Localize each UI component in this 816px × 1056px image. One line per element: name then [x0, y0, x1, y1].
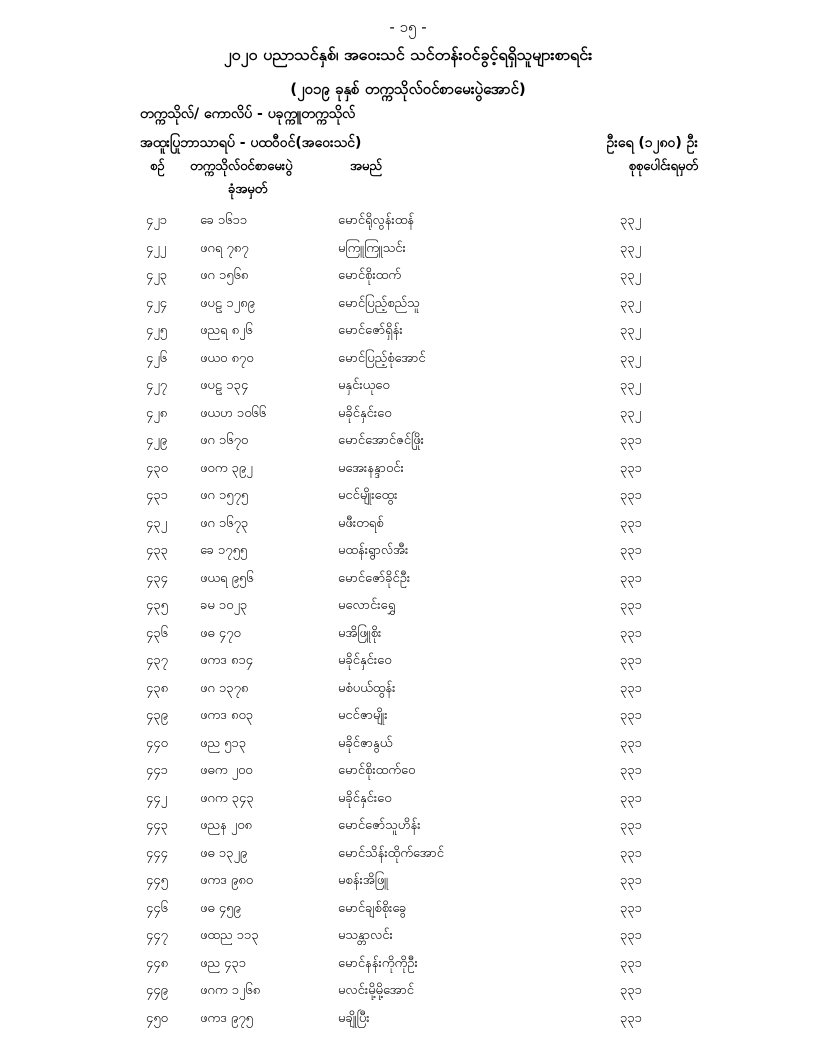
- roll-number-cell: ဖညန ၂၀၈: [200, 818, 252, 833]
- roll-number-cell: ဖဓ ၁၃၂၉: [200, 845, 248, 861]
- table-row: [0, 350, 816, 378]
- table-row: [0, 790, 816, 818]
- name-cell: မလင်းမို့မို့အောင်: [338, 983, 415, 998]
- table-row: [0, 900, 816, 928]
- table-row: [0, 212, 816, 240]
- roll-number-cell: ဖယရ ၉၅၆: [200, 570, 254, 586]
- roll-number-cell: ဖဂ ၁၃၇၈: [200, 680, 249, 696]
- university-line: တက္ကသိုလ်/ ကောလိပ် - ပခုက္ကူတက္ကသိုလ်: [140, 106, 356, 122]
- name-cell: မစံပယ်ထွန်း: [338, 680, 396, 696]
- table-row: [0, 762, 816, 790]
- table-row: [0, 460, 816, 488]
- roll-number-cell: ဖဓ ၄၅၉: [200, 900, 241, 916]
- table-row: [0, 845, 816, 873]
- table-row: [0, 955, 816, 983]
- marks-cell: ၃၃၁: [620, 900, 642, 916]
- header-serial: စဉ်: [150, 159, 165, 174]
- serial-cell: ၄၃၃: [146, 543, 168, 558]
- table-row: [0, 872, 816, 900]
- marks-cell: ၃၃၁: [620, 1010, 642, 1026]
- roll-number-cell: ဖဂက ၃၄၃: [200, 790, 254, 806]
- student-list: [0, 212, 816, 1037]
- serial-cell: ၄၂၄: [146, 295, 168, 311]
- marks-cell: ၃၃၁: [620, 983, 642, 998]
- table-row: [0, 570, 816, 598]
- table-row: [0, 322, 816, 350]
- roll-number-cell: ဖကဒ ၉၈၀: [200, 873, 254, 888]
- serial-cell: ၄၃၇: [146, 653, 168, 668]
- document-subtitle: (၂၀၁၉ ခုနှစ် တက္ကသိုလ်ဝင်စာမေးပွဲအောင်): [290, 80, 526, 98]
- roll-number-cell: ဖဂက ၁၂၆၈: [200, 983, 261, 998]
- serial-cell: ၄၃၉: [146, 708, 168, 723]
- serial-cell: ၄၄၆: [146, 900, 168, 916]
- marks-cell: ၃၃၁: [620, 928, 642, 943]
- header-name: အမည်: [350, 159, 382, 174]
- name-cell: မခိုင်နှင်းဝေ: [338, 790, 392, 806]
- roll-number-cell: ဖပဠ ၁၃၄: [200, 378, 249, 393]
- roll-number-cell: ဖယဟ ၁၀၆၆: [200, 405, 267, 421]
- marks-cell: ၃၃၂: [620, 268, 642, 283]
- marks-cell: ၃၃၁: [620, 818, 642, 833]
- serial-cell: ၄၂၅: [146, 323, 168, 338]
- serial-cell: ၄၃၁: [146, 488, 168, 503]
- name-cell: မောင်ရိုလွန်းထန်: [338, 213, 415, 228]
- table-row: [0, 405, 816, 433]
- name-cell: မဖီးတရစ်: [338, 515, 384, 531]
- marks-cell: ၃၃၁: [620, 515, 642, 531]
- header-roll-number: တက္ကသိုလ်ဝင်စာမေးပွဲ: [190, 159, 293, 174]
- serial-cell: ၄၄၂: [146, 790, 168, 806]
- serial-cell: ၄၂၉: [146, 433, 168, 448]
- roll-number-cell: ဖဂရ ၇၈၇: [200, 240, 249, 256]
- table-row: [0, 680, 816, 708]
- marks-cell: ၃၃၁: [620, 735, 642, 751]
- table-row: [0, 652, 816, 680]
- marks-cell: ၃၃၁: [620, 543, 642, 558]
- roll-number-cell: ဖယဝ ၈၇၀: [200, 350, 254, 366]
- marks-cell: ၃၃၂: [620, 213, 642, 228]
- name-cell: မောင်အောင်ဇင်ဖြိုး: [338, 433, 424, 448]
- table-row: [0, 515, 816, 543]
- roll-number-cell: ဖဂ ၁၆၇၀: [200, 433, 249, 448]
- roll-number-cell: ခမ ၁၀၂၃: [200, 598, 248, 613]
- name-cell: မထန်းရွာလ်အီး: [338, 543, 409, 558]
- table-row: [0, 927, 816, 955]
- serial-cell: ၄၄၇: [146, 928, 168, 943]
- roll-number-cell: ဖဓက ၂၀၀: [200, 763, 253, 778]
- roll-number-cell: ဖဂ ၁၅၇၅: [200, 488, 249, 503]
- marks-cell: ၃၃၁: [620, 845, 642, 861]
- name-cell: မောင်ဇော်သူဟိန်း: [338, 818, 421, 833]
- name-cell: မအေးနန္ဒာဝင်း: [338, 460, 404, 476]
- table-row: [0, 707, 816, 735]
- roll-number-cell: ခေ ၁၆၁၁: [200, 213, 248, 228]
- serial-cell: ၄၅၀: [146, 1010, 168, 1026]
- marks-cell: ၃၃၁: [620, 653, 642, 668]
- marks-cell: ၃၃၁: [620, 433, 642, 448]
- marks-cell: ၃၃၁: [620, 680, 642, 696]
- roll-number-cell: ဖကဒ ၈၀၃: [200, 708, 254, 723]
- table-row: [0, 597, 816, 625]
- marks-cell: ၃၃၁: [620, 570, 642, 586]
- serial-cell: ၄၄၁: [146, 763, 168, 778]
- department-line: အထူးပြုဘာသာရပ် - ပထဝီဝင်(အဝေးသင်): [140, 135, 362, 151]
- marks-cell: ၃၃၁: [620, 955, 642, 971]
- name-cell: မခိုင်ဇာနွယ်: [338, 735, 393, 751]
- table-row: [0, 817, 816, 845]
- serial-cell: ၄၂၇: [146, 378, 168, 393]
- marks-cell: ၃၃၂: [620, 240, 642, 256]
- serial-cell: ၄၃၄: [146, 570, 168, 586]
- table-row: [0, 625, 816, 653]
- roll-number-cell: ဖည ၄၃၁: [200, 955, 247, 971]
- serial-cell: ၄၃၂: [146, 515, 168, 531]
- marks-cell: ၃၃၁: [620, 625, 642, 641]
- marks-cell: ၃၃၂: [620, 350, 642, 366]
- name-cell: မလောင်းရွှေ: [338, 598, 396, 613]
- serial-cell: ၄၃၈: [146, 680, 169, 696]
- document-title: ၂၀၂၀ ပညာသင်နှစ်၊ အဝေးသင် သင်တန်းဝင်ခွင့်ရရှိသူများစာရင်း: [223, 45, 593, 64]
- marks-cell: ၃၃၂: [620, 378, 642, 393]
- table-row: [0, 982, 816, 1010]
- name-cell: မငင်ဇာမျိုး: [338, 708, 388, 723]
- name-cell: မသန္တာလင်း: [338, 928, 393, 943]
- marks-cell: ၃၃၁: [620, 460, 642, 476]
- table-row: [0, 432, 816, 460]
- serial-cell: ၄၃၆: [146, 625, 168, 641]
- marks-cell: ၃၃၁: [620, 790, 642, 806]
- marks-cell: ၃၃၂: [620, 405, 642, 421]
- header-roll-number-line2: ခုံအမှတ်: [228, 182, 268, 197]
- name-cell: မောင်သိန်းထိုက်အောင်: [338, 845, 444, 861]
- serial-cell: ၄၂၆: [146, 350, 168, 366]
- roll-number-cell: ဖဓ ၄၇၀: [200, 625, 241, 641]
- name-cell: မောင်နန်းကိုကိုဦး: [338, 955, 418, 971]
- roll-number-cell: ဖဝက ၃၉၂: [200, 460, 253, 476]
- name-cell: မငင်မျိုးထွေး: [338, 488, 398, 503]
- table-row: [0, 542, 816, 570]
- table-row: [0, 377, 816, 405]
- table-row: [0, 295, 816, 323]
- roll-number-cell: ဖဂ ၁၅၆၈: [200, 268, 249, 283]
- name-cell: မောင်စိုးထက်ဝေ: [338, 763, 416, 778]
- roll-number-cell: ခေ ၁၇၅၅: [200, 543, 248, 558]
- roll-number-cell: ဖပဠ ၁၂၈၉: [200, 295, 255, 311]
- roll-number-cell: ဖညရ ၈၂၆: [200, 323, 253, 338]
- marks-cell: ၃၃၁: [620, 708, 642, 723]
- marks-cell: ၃၃၂: [620, 295, 642, 311]
- serial-cell: ၄၄၄: [146, 845, 168, 861]
- name-cell: မစန်းအိဖြူ: [338, 873, 389, 888]
- header-total-marks: စုစုပေါင်းရမှတ်: [628, 159, 698, 174]
- serial-cell: ၄၂၈: [146, 405, 168, 421]
- name-cell: မောင်ချစ်စိုးခွေ: [338, 900, 407, 916]
- roll-number-cell: ဖထည ၁၁၃: [200, 928, 259, 943]
- table-row: [0, 487, 816, 515]
- name-cell: မောင်ပြည့်စည်သူ: [338, 295, 420, 311]
- name-cell: မောင်ဇော်ခိုင်ဦး: [338, 570, 411, 586]
- name-cell: မခိုင်နှင်းဝေ: [338, 405, 392, 421]
- roll-number-cell: ဖည ၅၁၃: [200, 735, 247, 751]
- roll-number-cell: ဖဂ ၁၆၇၃: [200, 515, 249, 531]
- name-cell: မောင်ပြည့်စုံအောင်: [338, 350, 426, 366]
- marks-cell: ၃၃၂: [620, 323, 642, 338]
- name-cell: မခိုင်နှင်းဝေ: [338, 653, 392, 668]
- table-row: [0, 240, 816, 268]
- quota-line: ဦးရေ (၁၂၈၀) ဦး: [606, 135, 698, 151]
- serial-cell: ၄၂၂: [146, 240, 167, 256]
- page-number: - ၁၅ -: [389, 18, 427, 36]
- serial-cell: ၄၂၁: [146, 213, 168, 228]
- serial-cell: ၄၄၀: [146, 735, 168, 751]
- name-cell: မကြူကြူသင်း: [338, 240, 406, 256]
- table-row: [0, 1010, 816, 1038]
- name-cell: မအိဖြူစိုး: [338, 625, 382, 641]
- name-cell: မနှင်းယုဝေ: [338, 378, 390, 393]
- table-row: [0, 735, 816, 763]
- serial-cell: ၄၄၈: [146, 955, 169, 971]
- marks-cell: ၃၃၁: [620, 598, 642, 613]
- serial-cell: ၄၄၃: [146, 818, 168, 833]
- roll-number-cell: ဖကဒ ၈၁၄: [200, 653, 254, 668]
- serial-cell: ၄၄၉: [146, 983, 168, 998]
- serial-cell: ၄၃၅: [146, 598, 168, 613]
- roll-number-cell: ဖကဒ ၉၇၅: [200, 1010, 253, 1026]
- marks-cell: ၃၃၁: [620, 763, 642, 778]
- serial-cell: ၄၃၀: [146, 460, 168, 476]
- table-row: [0, 267, 816, 295]
- marks-cell: ၃၃၁: [620, 873, 642, 888]
- name-cell: မောင်စိုးထက်: [338, 268, 401, 283]
- marks-cell: ၃၃၁: [620, 488, 642, 503]
- name-cell: မောင်ဇော်ရှိန်း: [338, 323, 403, 338]
- name-cell: မချိုပြီး: [338, 1010, 370, 1026]
- serial-cell: ၄၂၃: [146, 268, 168, 283]
- serial-cell: ၄၄၅: [146, 873, 168, 888]
